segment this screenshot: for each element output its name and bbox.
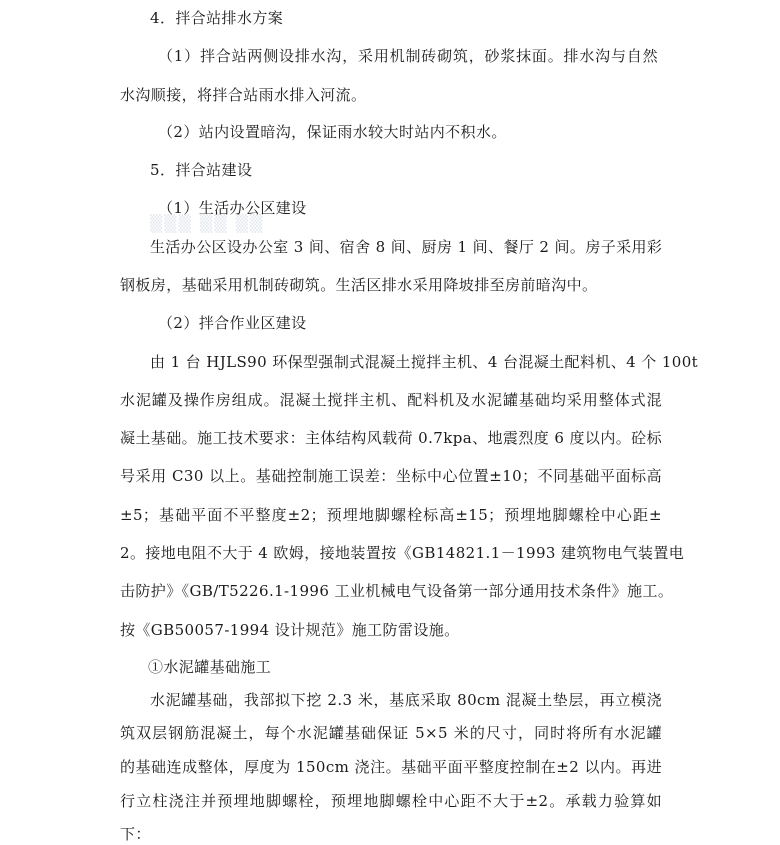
mixing-area-text-line-6: 2。接地电阻不大于 4 欧姆，接地装置按《GB14821.1－1993 建筑物电气装置电 [120,544,685,562]
drainage-paragraph-1-line-1: （1）拌合站两侧设排水沟，采用机制砖砌筑，砂浆抹面。排水沟与自然 [158,47,658,65]
section-heading-drainage: 4．拌合站排水方案 [150,9,284,27]
subheading-cement-tank-foundation: ①水泥罐基础施工 [148,658,272,676]
cement-tank-text-line-3: 的基础连成整体，厚度为 150cm 浇注。基础平面平整度控制在±2 以内。再进 [120,758,662,776]
subheading-living-office: （1）生活办公区建设 [158,199,307,217]
section-heading-construction: 5．拌合站建设 [150,161,253,179]
cement-tank-text-line-2: 筑双层钢筋混凝土，每个水泥罐基础保证 5×5 米的尺寸，同时将所有水泥罐 [120,724,662,742]
living-office-text-line-2: 钢板房，基础采用机制砖砌筑。生活区排水采用降坡排至房前暗沟中。 [120,276,598,294]
subheading-mixing-area: （2）拌合作业区建设 [158,314,307,332]
mixing-area-text-line-3: 凝土基础。施工技术要求：主体结构风载荷 0.7kpa、地震烈度 6 度以内。砼标 [120,429,662,447]
cement-tank-text-line-4: 行立柱浇注并预埋地脚螺栓，预埋地脚螺栓中心距不大于±2。承载力验算如 [120,792,662,810]
cement-tank-text-line-5: 下： [120,825,151,843]
living-office-text-line-1: 生活办公区设办公室 3 间、宿舍 8 间、厨房 1 间、餐厅 2 间。房子采用彩 [150,238,663,256]
cement-tank-text-line-1: 水泥罐基础，我部拟下挖 2.3 米，基底采取 80cm 混凝土垫层，再立模浇 [150,691,662,709]
watermark-decoration: ▒▒▒ ▒▒ ▒▒ [150,214,265,233]
drainage-paragraph-1-line-2: 水沟顺接，将拌合站雨水排入河流。 [120,86,367,104]
mixing-area-text-line-7: 击防护》《GB/T5226.1-1996 工业机械电气设备第一部分通用技术条件》施工。 [120,582,674,600]
mixing-area-text-line-8: 按《GB50057-1994 设计规范》施工防雷设施。 [120,621,460,639]
mixing-area-text-line-2: 水泥罐及操作房组成。混凝土搅拌主机、配料机及水泥罐基础均采用整体式混 [120,391,662,409]
drainage-paragraph-2: （2）站内设置暗沟，保证雨水较大时站内不积水。 [158,123,507,141]
mixing-area-text-line-5: ±5；基础平面不平整度±2；预埋地脚螺栓标高±15；预埋地脚螺栓中心距± [120,506,662,524]
mixing-area-text-line-4: 号采用 C30 以上。基础控制施工误差：坐标中心位置±10；不同基础平面标高 [120,467,662,485]
mixing-area-text-line-1: 由 1 台 HJLS90 环保型强制式混凝土搅拌主机、4 台混凝土配料机、4 个 100t [150,353,699,371]
